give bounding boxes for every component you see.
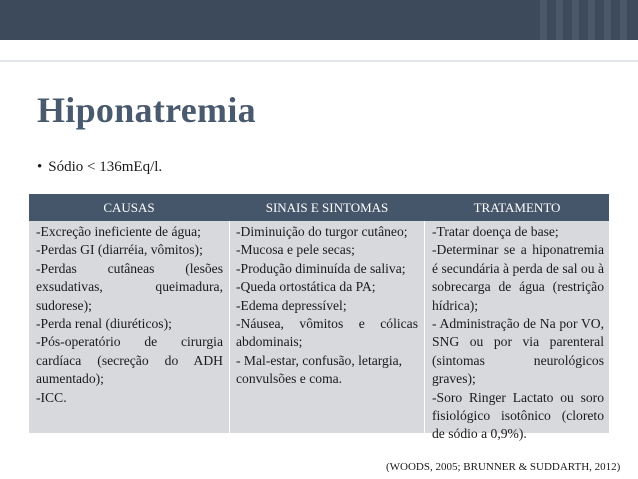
top-decorative-band <box>0 0 638 40</box>
decorative-square <box>604 0 611 40</box>
decorative-square <box>572 0 579 40</box>
list-item: -Náusea, vômitos e cólicas abdominais; <box>236 316 418 350</box>
info-table <box>29 194 609 442</box>
decorative-square <box>620 0 627 40</box>
table-header-row <box>29 194 609 221</box>
source-citation: (WOODS, 2005; BRUNNER & SUDDARTH, 2012) <box>386 461 621 473</box>
list-item: - Administração de Na por VO, SNG ou por via parenteral (sintomas neurológicos graves); <box>432 316 604 387</box>
list-item: -Produção diminuída de saliva; <box>236 260 406 276</box>
list-item: -Queda ortostática da PA; <box>236 279 376 295</box>
list-item: -Mucosa e pele secas; <box>236 242 355 258</box>
bullet-item <box>37 159 162 176</box>
cell-tratamento <box>432 223 604 444</box>
slide-title: Hiponatremia <box>37 90 256 130</box>
list-item: -ICC. <box>36 389 67 405</box>
list-item: -Edema depressível; <box>236 297 347 313</box>
title-divider <box>0 60 638 62</box>
header-sinais: SINAIS E SINTOMAS <box>265 200 389 215</box>
cell-sinais <box>236 223 418 389</box>
cell-causas <box>36 223 223 407</box>
list-item: -Excreção ineficiente de água; <box>36 224 201 239</box>
header-tratamento: TRATAMENTO <box>473 200 561 215</box>
list-item: -Pós-operatório de cirurgia cardíaca (secreção do ADH aumentado); <box>36 334 223 387</box>
list-item: -Tratar doença de base; <box>432 224 559 239</box>
list-item: -Perdas cutâneas (lesões exsudativas, queimadura, sudorese); <box>36 260 223 313</box>
decorative-square <box>588 0 595 40</box>
decorative-square <box>556 0 563 40</box>
bullet-dot-icon: • <box>37 159 43 175</box>
list-item: -Perda renal (diuréticos); <box>36 316 172 332</box>
list-item: -Soro Ringer Lactato ou soro fisiológico isotônico (cloreto de sódio a 0,9%). <box>432 389 604 442</box>
decorative-square <box>540 0 547 40</box>
bullet-text: Sódio < 136mEq/l. <box>48 159 163 175</box>
header-causas: CAUSAS <box>103 200 155 215</box>
list-item: -Diminuição do turgor cutâneo; <box>236 224 408 239</box>
column-divider <box>229 221 230 433</box>
list-item: - Mal-estar, confusão, letargia, convulsões e coma. <box>236 352 403 387</box>
column-divider <box>424 221 425 433</box>
list-item: -Perdas GI (diarréia, vômitos); <box>36 242 203 258</box>
list-item: -Determinar se a hiponatremia é secundária à perda de sal ou à sobrecarga de água (restrição hídrica); <box>432 242 604 313</box>
